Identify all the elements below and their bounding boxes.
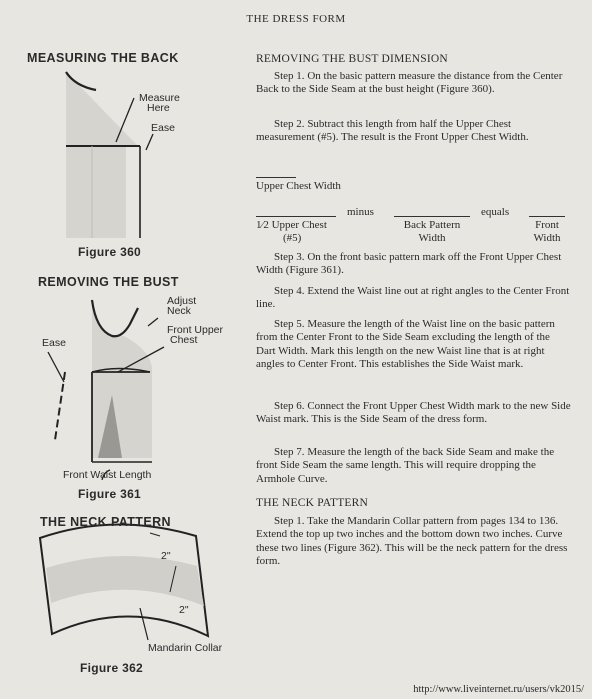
formula-half-fraction: 1⁄2	[256, 219, 269, 231]
heading-removing-bust-dimension: REMOVING THE BUST DIMENSION	[256, 53, 448, 65]
formula-equals: equals	[481, 206, 510, 218]
formula-front: Front	[535, 219, 559, 231]
figure-361-caption: Figure 361	[78, 487, 142, 501]
section-heading-neck-pattern: THE NECK PATTERN	[40, 515, 171, 529]
label-mandarin-collar: Mandarin Collar	[148, 642, 223, 654]
label-2in-bottom: 2"	[179, 604, 189, 616]
step-6-paragraph	[256, 400, 572, 427]
step-3-text: On the front basic pattern mark off the Front Upper Chest Width (Figure 361).	[256, 251, 562, 277]
formula-minus: minus	[347, 206, 374, 218]
step-4-label: Step 4.	[274, 285, 305, 297]
step-2-paragraph	[256, 118, 572, 145]
step-4-paragraph	[256, 285, 572, 312]
figure-360-caption: Figure 360	[78, 245, 142, 259]
step-6-text: Connect the Front Upper Chest Width mark to the new Side Waist mark. This is the Side Seam of the dress form.	[256, 400, 571, 426]
label-measure: Measure	[139, 92, 180, 104]
figure-362-drawing	[40, 524, 208, 640]
label-ease-2: Ease	[42, 337, 66, 349]
formula-number-5: (#5)	[283, 232, 302, 244]
figures-illustration	[0, 0, 250, 699]
watermark-url: http://www.liveinternet.ru/users/vk2015/	[413, 684, 584, 695]
formula-back-pattern: Back Pattern	[403, 219, 461, 231]
formula-front-width: Width	[533, 232, 561, 244]
label-chest: Chest	[170, 334, 198, 346]
step-3-label: Step 3.	[274, 251, 305, 263]
formula-half-upper-chest	[256, 219, 346, 231]
figure-361-drawing	[48, 300, 164, 480]
page-header: THE DRESS FORM	[246, 13, 346, 25]
label-front-upper: Front Upper	[167, 324, 224, 336]
step-4-text: Extend the Waist line out at right angles to the Center Front line.	[256, 285, 570, 311]
step-5-paragraph	[256, 318, 572, 372]
label-2in-top: 2"	[161, 550, 171, 562]
step-5-label: Step 5.	[274, 318, 305, 330]
neck-step-1-text: Take the Mandarin Collar pattern from pages 134 to 136. Extend the top up two inches and the bottom down two inches. Curve these two lines (Figure 362). This will be the neck pattern for the dress form.	[256, 515, 568, 568]
figure-362-caption: Figure 362	[80, 661, 144, 675]
step-5-text: Measure the length of the Waist line on the basic pattern from the Center Front to the Side Seam excluding the length of the Dart Width. Mark this length on the new Waist line that is at right angles to Center Front. This establishes the Side Waist mark.	[256, 318, 555, 371]
section-heading-measuring-back: MEASURING THE BACK	[27, 51, 179, 65]
step-1-label: Step 1.	[274, 70, 305, 82]
step-7-label: Step 7.	[274, 446, 305, 458]
neck-step-1-label: Step 1.	[274, 515, 305, 527]
formula-upper-chest-width: Upper Chest Width	[256, 180, 341, 192]
label-ease: Ease	[151, 122, 175, 134]
heading-neck-pattern: THE NECK PATTERN	[256, 497, 369, 509]
step-2-text: Subtract this length from half the Upper Chest measurement (#5). The result is the Front Upper Chest Width.	[256, 118, 529, 144]
step-7-text: Measure the length of the back Side Seam and make the front Side Seam the same length. This will require dropping the Armhole Curve.	[256, 446, 555, 485]
step-1-text: On the basic pattern measure the distance from the Center Back to the Side Seam at the bust height (Figure 360).	[256, 70, 563, 96]
label-front-waist-length: Front Waist Length	[63, 469, 152, 481]
label-adjust: Adjust	[167, 295, 197, 307]
step-7-paragraph	[256, 446, 572, 486]
label-neck: Neck	[167, 305, 191, 317]
step-6-label: Step 6.	[274, 400, 305, 412]
label-here: Here	[147, 102, 170, 114]
neck-step-1-paragraph	[256, 515, 572, 569]
step-3-paragraph	[256, 251, 572, 278]
formula-back-pattern-width: Width	[418, 232, 446, 244]
section-heading-removing-bust: REMOVING THE BUST	[38, 275, 179, 289]
step-2-label: Step 2.	[274, 118, 305, 130]
formula-upper-chest: Upper Chest	[271, 219, 327, 231]
step-1-paragraph	[256, 70, 572, 97]
